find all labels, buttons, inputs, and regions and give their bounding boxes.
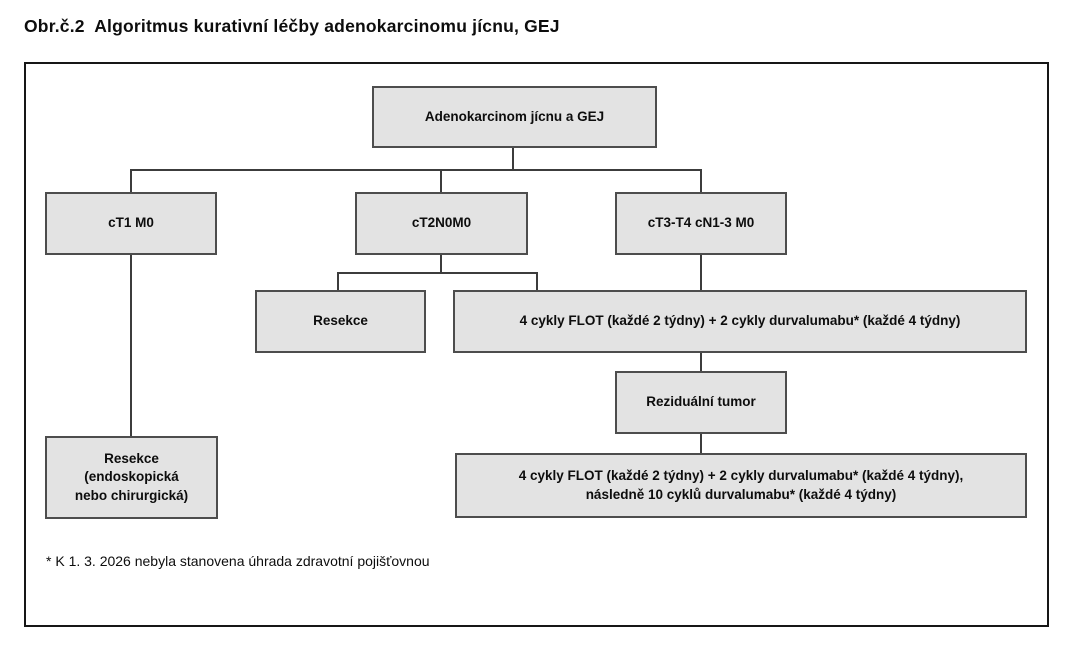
connector-drop-ct2 — [440, 169, 442, 192]
node-ct2n0m0 — [355, 192, 528, 255]
connector-rezidualni-to-flot-adjuvant — [700, 434, 702, 453]
connector-flot-to-rezidualni — [700, 353, 702, 371]
node-label: cT3-T4 cN1-3 M0 — [647, 215, 755, 231]
node-label: 4 cykly FLOT (každé 2 týdny) + 2 cykly durvalumabu* (každé 4 týdny) — [519, 313, 961, 329]
node-label: Adenokarcinom jícnu a GEJ — [424, 108, 605, 124]
node-label: Reziduální tumor — [646, 394, 756, 410]
figure-title: Obr.č.2 Algoritmus kurativní léčby adenokarcinomu jícnu, GEJ — [24, 16, 560, 36]
connector-ct1-to-resekce-endo — [130, 255, 132, 436]
node-label-line1: Resekce — [104, 451, 159, 467]
node-label-line2: (endoskopická — [84, 469, 179, 485]
node-label-line2: následně 10 cyklů durvalumabu* (každé 4 týdny) — [585, 486, 897, 502]
connector-ct3-to-flot — [700, 255, 702, 290]
node-flot-neoadjuvant — [453, 290, 1027, 353]
node-resekce-endoskopicka — [45, 436, 218, 519]
connector-root-stem — [512, 148, 514, 171]
connector-level1-horizontal — [130, 169, 702, 171]
node-label: cT2N0M0 — [411, 215, 472, 231]
node-label: cT1 M0 — [108, 215, 154, 231]
connector-ct2-horizontal — [337, 272, 538, 274]
footnote: * K 1. 3. 2026 nebyla stanovena úhrada zdravotní pojišťovnou — [46, 553, 430, 569]
connector-drop-ct1 — [130, 169, 132, 192]
connector-drop-resekce — [337, 272, 339, 290]
node-flot-adjuvant — [455, 453, 1027, 518]
node-label: Resekce — [313, 313, 368, 329]
connector-drop-ct3 — [700, 169, 702, 192]
node-resekce — [255, 290, 426, 353]
node-label-line3: nebo chirurgická) — [74, 487, 189, 503]
node-ct1-m0 — [45, 192, 217, 255]
node-rezidualni-tumor — [615, 371, 787, 434]
node-ct3-t4-cn1-3-m0 — [615, 192, 787, 255]
node-label-line1: 4 cykly FLOT (každé 2 týdny) + 2 cykly durvalumabu* (každé 4 týdny), — [518, 468, 964, 484]
connector-drop-flot-neoadjuvant — [536, 272, 538, 290]
node-adenokarcinom-root — [372, 86, 657, 148]
